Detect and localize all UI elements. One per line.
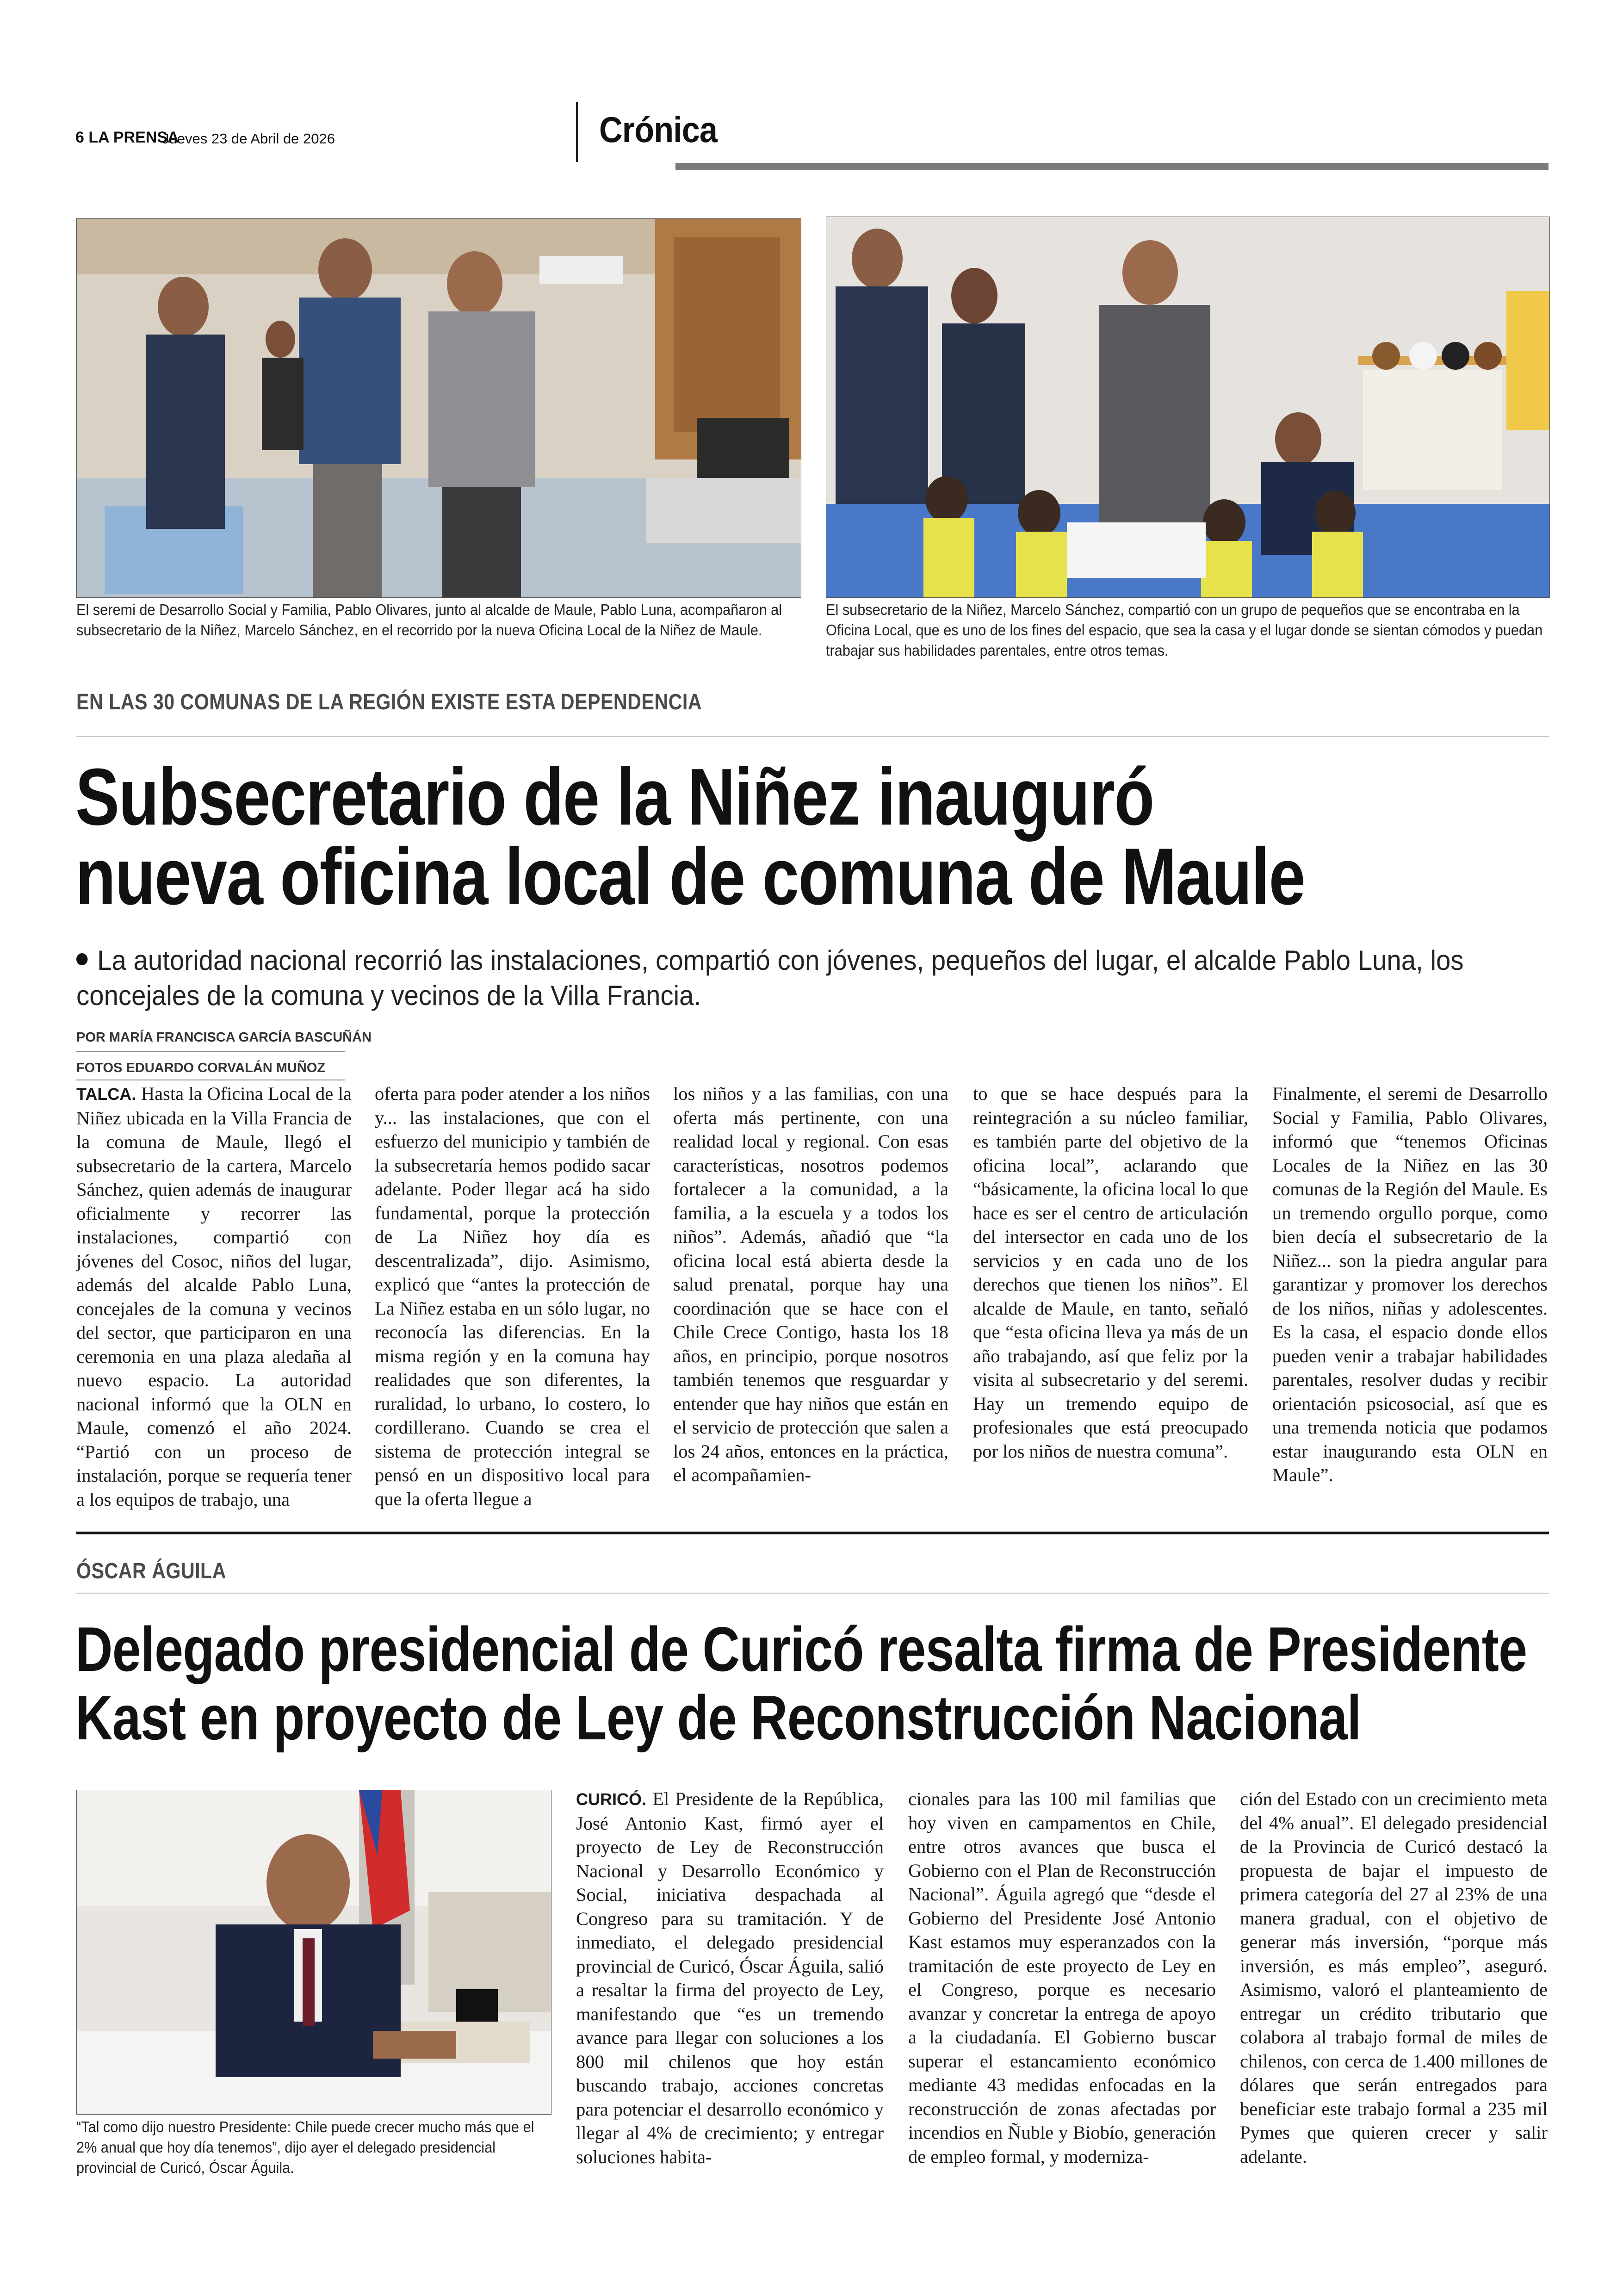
header-rule [675, 163, 1549, 170]
article1-column-2: oferta para poder atender a los niños y... las instalaciones, que con el esfuerzo del municipio y también de la subsecretaría hemos podido sacar adelante. Poder llegar acá ha sido fundamental, porque la protección de La Niñez hoy día es descentralizada”, dijo. Asimismo, explicó que “antes la protección de La Niñez estaba en un sólo lugar, no reconocía las diferencias. En la misma región y en la comuna hay realidades que son diferentes, la ruralidad, lo urbano, lo costero, lo cordillerano. Cuando se crea el sistema de protección integral se pensó en un dispositivo local para que la oferta llegue a [375, 1083, 650, 1509]
article2-headline-line1: Delegado presidencial de Curicó resalta firma de Presidente [75, 1614, 1527, 1684]
article1-subhead [76, 943, 1468, 1013]
article1-byline: POR MARÍA FRANCISCA GARCÍA BASCUÑÁN [76, 1030, 372, 1045]
article2-headline [75, 1615, 1593, 1752]
photo-officials-walking [76, 218, 801, 598]
article2-column-3: ción del Estado con un crecimiento meta del 4% anual”. El delegado presidencial de la Provincia de Curicó destacó la propuesta de bajar el impuesto de primera categoría del 27 al 23% de una manera gradual, con el objetivo de generar más inversión, “porque más inversión, es más empleo”, aseguró. Asimismo, valoró el planteamiento de entregar un crédito tributario que colabora al trabajo formal de miles de chilenos, con cerca de 1.400 millones de dólares que serán entregados para beneficiar este trabajo formal a 235 mil Pymes que quieren crecer y salir adelante. [1240, 1788, 1548, 2167]
article1-column-5: Finalmente, el seremi de Desarrollo Social y Familia, Pablo Olivares, informó que “tenemos Oficinas Locales de la Niñez en las 30 comunas de la Región del Maule. Es un tremendo orgullo porque, como bien decía el subsecretario de la Niñez... son la piedra angular para garantizar y promover los derechos de los niños, niñas y adolescentes. Es la casa, el espacio donde ellos pueden venir a trabajar habilidades parentales, resolver dudas y recibir orientación psicosocial, así que es una tremenda noticia que podamos estar inaugurando esta OLN en Maule”. [1272, 1083, 1548, 1485]
article1-column-1-text: Hasta la Oficina Local de la Niñez ubicada en la Villa Francia de la comuna de Maule, llegó el subsecretario de la cartera, Marcelo Sánchez, quien además de inaugurar oficialmente y recorrer las instalaciones, compartió con jóvenes del Cosoc, niños del lugar, además del alcalde Pablo Luna, concejales de la comuna y vecinos del sector, que participaron en una ceremonia en una plaza aledaña al nuevo espacio. La autoridad nacional informó que la OLN en Maule, comenzó el año 2024. “Partió con un proceso de instalación, porque se requería tener a los equipos de trabajo, una [76, 1083, 352, 1510]
article2-headline-line2: Kast en proyecto de Ley de Reconstrucción Nacional [75, 1682, 1361, 1753]
article1-headline-line2: nueva oficina local de comuna de Maule [75, 831, 1305, 921]
photo2-caption: El subsecretario de la Niñez, Marcelo Sánchez, compartió con un grupo de pequeños que se encontraba en la Oficina Local, que es uno de los fines del espacio, que sea la casa y el lugar donde se sientan cómodos y puedan trabajar sus habilidades parentales, entre otros temas. [826, 601, 1543, 659]
article1-dateline: TALCA. [76, 1085, 136, 1104]
article2-kicker: ÓSCAR ÁGUILA [76, 1559, 226, 1583]
article1-column-1 [76, 1082, 352, 1511]
kicker-rule [76, 736, 1549, 737]
section-title: Crónica [599, 109, 718, 150]
kicker-rule [76, 1593, 1549, 1594]
article2-dateline: CURICÓ. [576, 1790, 646, 1809]
article1-headline-line1: Subsecretario de la Niñez inauguró [75, 751, 1154, 842]
article1-subhead-text: La autoridad nacional recorrió las instalaciones, compartió con jóvenes, pequeños del lugar, el alcalde Pablo Luna, los concejales de la comuna y vecinos de la Villa Francia. [76, 945, 1464, 1011]
photo3-caption: “Tal como dijo nuestro Presidente: Chile puede crecer mucho más que el 2% anual que hoy día tenemos”, dijo ayer el delegado presidencial provincial de Curicó, Óscar Águila. [76, 2118, 534, 2176]
article2-column-1-text: El Presidente de la República, José Antonio Kast, firmó ayer el proyecto de Ley de Reconstrucción Nacional y Desarrollo Económico y Social, iniciativa despachada al Congreso para su tramitación. Y de inmediato, el delegado presidencial provincial de Curicó, Óscar Águila, salió a resaltar la firma del proyecto de Ley, manifestando que “es un tremendo avance para llegar con soluciones a los 800 mil chilenos que hoy están buscando trabajo, acciones concretas para potenciar el desarrollo económico y llegar al 4% de crecimiento; y entregar soluciones habita- [576, 1788, 884, 2167]
issue-date: Jueves 23 de Abril de 2026 [162, 130, 335, 147]
article1-column-4: to que se hace después para la reintegración a su núcleo familiar, es también parte del objetivo de la oficina local”, aclarando que “básicamente, la oficina local lo que hace es ser el centro de articulación del intersector en cada uno de los servicios y en cada uno de los derechos que tienen los niños”. El alcalde de Maule, en tanto, señaló que “esta oficina lleva ya más de un año trabajando, así que feliz por la visita al subsecretario y del seremi. Hay un tremendo equipo de profesionales que está preocupado por los niños de nuestra comuna”. [973, 1083, 1248, 1462]
bullet-icon [76, 953, 87, 965]
photo-delegate-at-desk [76, 1790, 551, 2115]
article1-photo-credit: FOTOS EDUARDO CORVALÁN MUÑOZ [76, 1061, 326, 1075]
photo1-caption: El seremi de Desarrollo Social y Familia, Pablo Olivares, junto al alcalde de Maule, Pablo Luna, acompañaron al subsecretario de la Niñez, Marcelo Sánchez, en el recorrido por la nueva Oficina Local de la Niñez de Maule. [76, 601, 782, 639]
article1-kicker: EN LAS 30 COMUNAS DE LA REGIÓN EXISTE ESTA DEPENDENCIA [76, 690, 702, 714]
article1-headline [75, 751, 1555, 921]
article2-column-1 [576, 1787, 884, 2169]
photo-subsecretary-with-children [826, 217, 1550, 598]
header-divider [576, 102, 578, 162]
article-separator [76, 1532, 1549, 1534]
article2-column-2: cionales para las 100 mil familias que hoy viven en campamentos en Chile, entre otros avances que busca el Gobierno con el Plan de Reconstrucción Nacional”. Águila agregó que “desde el Gobierno del Presidente José Antonio Kast estamos muy esperanzados con la tramitación de este proyecto de Ley en el Congreso, porque es necesario avanzar y concretar la entrega de apoyo a la ciudadanía. El Gobierno buscar superar el estancamiento económico mediante 43 medidas enfocadas en la reconstrucción de zonas afectadas por incendios en Ñuble y Biobío, generación de empleo formal, y moderniza- [908, 1788, 1216, 2167]
article1-column-3: los niños y a las familias, con una oferta más pertinente, con una realidad local y regional. Con esas características, nosotros podemos fortalecer a la comunidad, a la familia, a la escuela y a todos los niños”. Además, añadió que “la oficina local está abierta desde la salud prenatal, porque hay una coordinación que se hace con el Chile Crece Contigo, hasta los 18 años, en principio, porque nosotros también tenemos que resguardar y entender que hay niños que están en el servicio de protección que salen a los 24 años, entonces en la práctica, el acompañamien- [673, 1083, 948, 1485]
byline-rule [76, 1051, 345, 1052]
page-number-paper-name: 6 LA PRENSA [75, 129, 179, 146]
